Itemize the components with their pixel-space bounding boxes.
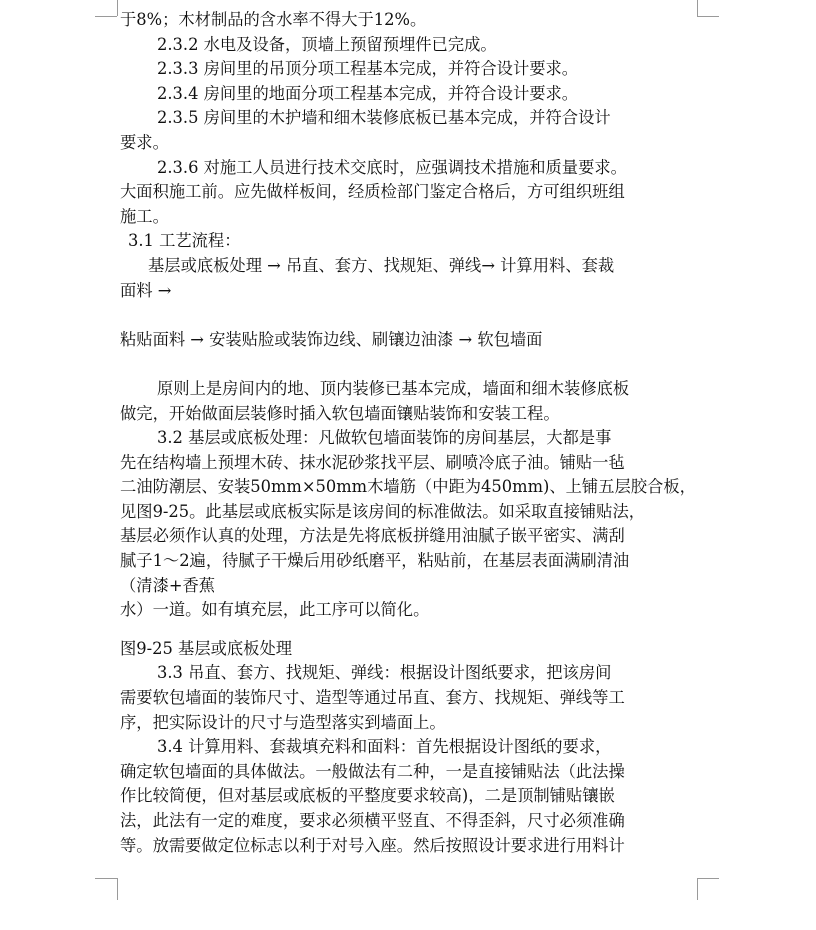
text-line: 原则上是房间内的地、顶内装修已基本完成，墙面和细木装修底板	[157, 378, 630, 398]
figure-caption: 图9-25 基层或底板处理	[120, 638, 293, 658]
text-line: 确定软包墙面的具体做法。一般做法有二种，一是直接铺贴法（此法操	[120, 761, 625, 781]
text-line: 3.4 计算用料、套裁填充料和面料：首先根据设计图纸的要求，	[157, 737, 612, 757]
text-line: 等。放需要做定位标志以利于对号入座。然后按照设计要求进行用料计	[120, 835, 625, 855]
process-flow-line: 面料 →	[120, 280, 172, 300]
text-line: 见图9-25。此基层或底板实际是该房间的标准做法。如采取直接铺贴法，	[120, 501, 646, 521]
text-line: （清漆+香蕉	[120, 575, 216, 595]
text-line: 施工。	[120, 206, 169, 226]
text-line: 2.3.3 房间里的吊顶分项工程基本完成，并符合设计要求。	[157, 59, 579, 79]
section-heading: 3.1 工艺流程：	[128, 231, 241, 251]
text-line: 需要软包墙面的装饰尺寸、造型等通过吊直、套方、找规矩、弹线等工	[120, 688, 625, 708]
text-line: 法，此法有一定的难度，要求必须横平竖直、不得歪斜，尺寸必须准确	[120, 811, 625, 830]
text-line: 3.3 吊直、套方、找规矩、弹线：根据设计图纸要求，把该房间	[157, 663, 612, 683]
text-line: 作比较简便，但对基层或底板的平整度要求较高)，二是顶制铺贴镶嵌	[120, 786, 615, 806]
text-line: 先在结构墙上预埋木砖、抹水泥砂浆找平层、刷喷冷底子油。铺贴一毡	[120, 452, 625, 472]
text-line: 于8%；木材制品的含水率不得大于12%。	[120, 10, 427, 29]
process-flow-line: 粘贴面料 → 安装贴脸或装饰边线、刷镶边油漆 → 软包墙面	[120, 329, 543, 349]
text-line: 大面积施工前。应先做样板间，经质检部门鉴定合格后，方可组织班组	[120, 182, 625, 202]
text-line: 腻子1～2遍，待腻子干燥后用砂纸磨平，粘贴前，在基层表面满刷清油	[120, 551, 630, 571]
text-line: 2.3.4 房间里的地面分项工程基本完成，并符合设计要求。	[157, 83, 579, 103]
process-flow-line: 基层或底板处理 → 吊直、套方、找规矩、弹线→ 计算用料、套裁	[148, 255, 615, 275]
text-line: 序，把实际设计的尺寸与造型落实到墙面上。	[120, 712, 446, 732]
text-line: 2.3.2 水电及设备，顶墙上预留预埋件已完成。	[157, 34, 497, 54]
text-line: 2.3.6 对施工人员进行技术交底时，应强调技术措施和质量要求。	[157, 157, 627, 177]
text-line: 要求。	[120, 132, 169, 152]
text-line: 水）一道。如有填充层，此工序可以简化。	[120, 600, 430, 620]
text-line: 2.3.5 房间里的木护墙和细木装修底板已基本完成，并符合设计	[157, 108, 611, 128]
text-line: 基层必须作认真的处理，方法是先将底板拼缝用油腻子嵌平密实、满刮	[120, 526, 625, 546]
document-page	[120, 8, 698, 858]
text-line: 做完，开始做面层装修时插入软包墙面镶贴装饰和安装工程。	[120, 403, 560, 423]
text-line: 3.2 基层或底板处理：凡做软包墙面装饰的房间基层，大都是事	[157, 428, 612, 448]
text-line: 二油防潮层、安装50mm×50mm木墙筋（中距为450mm)、上铺五层胶合板，	[120, 477, 696, 497]
